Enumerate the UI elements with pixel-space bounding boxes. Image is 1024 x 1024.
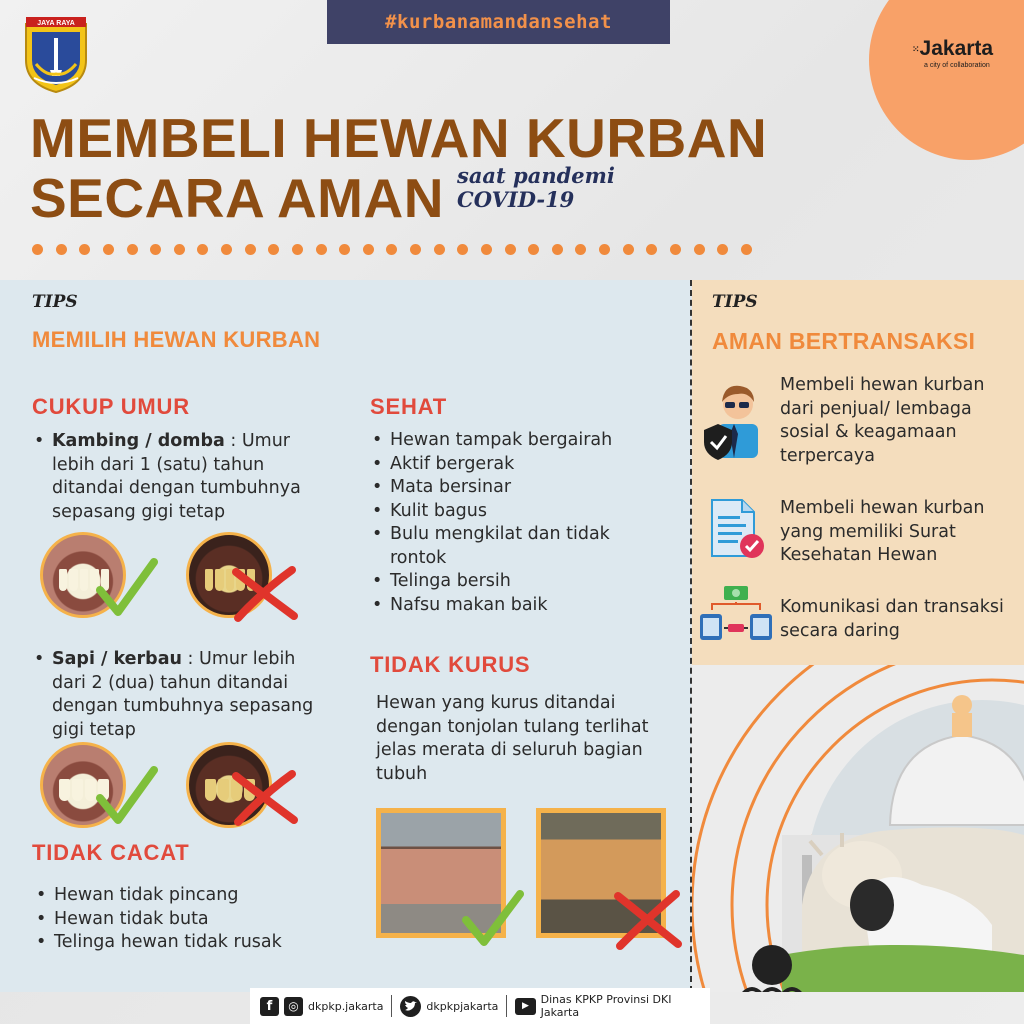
- choose-animal-heading: MEMILIH HEWAN KURBAN: [32, 327, 321, 352]
- twitter-handle: dkpkpjakarta: [426, 999, 499, 1013]
- hashtag-banner: #kurbanamandansehat: [327, 0, 670, 44]
- page-title: [30, 108, 767, 228]
- check-icon: [96, 556, 158, 620]
- list-item: • Bulu mengkilat dan tidak rontok: [370, 523, 650, 570]
- social-handle: dkpkp.jakarta: [308, 999, 384, 1013]
- jakarta-brand-logo: ⁙ Jakarta a city of collaboration: [912, 38, 1017, 84]
- dot-divider: [32, 244, 752, 258]
- footer-separator: [391, 995, 392, 1017]
- tips-label-left: TIPS: [32, 292, 78, 312]
- twitter-icon: [400, 996, 421, 1017]
- cattle-description: : Umur lebih dari 2 (dua) tahun ditandai dengan tumbuhnya sepasang gigi tetap: [52, 649, 314, 740]
- youtube-channel: Dinas KPKP Provinsi DKI Jakarta: [540, 993, 672, 1019]
- youtube-link[interactable]: [515, 993, 700, 1019]
- instagram-icon: ◎: [284, 997, 303, 1016]
- goat-label: Kambing / domba: [52, 431, 225, 451]
- no-defect-list: [34, 884, 334, 955]
- subtitle-line-2: COVID-19: [457, 187, 575, 212]
- check-icon: [462, 888, 524, 948]
- brand-tagline: a city of collaboration: [924, 62, 990, 69]
- youtube-icon: ▶: [515, 998, 535, 1015]
- trusted-seller-icon: [700, 380, 764, 462]
- jakarta-crest-logo: [22, 14, 90, 94]
- section-sehat-title: SEHAT: [370, 394, 447, 419]
- title-line-2: SECARA AMAN: [30, 167, 444, 229]
- crest-text: JAYA RAYA: [37, 20, 75, 27]
- facebook-icon: f: [260, 997, 279, 1016]
- list-item: • Hewan tampak bergairah: [370, 429, 650, 453]
- list-item: • Telinga bersih: [370, 570, 650, 594]
- list-item: • Telinga hewan tidak rusak: [34, 931, 334, 955]
- cattle-age-text: [32, 648, 332, 742]
- goat-age-text: [32, 430, 332, 524]
- cattle-label: Sapi / kerbau: [52, 649, 182, 669]
- social-footer: [250, 988, 710, 1024]
- twitter-link[interactable]: [400, 996, 498, 1017]
- transaction-item-1-text: Membeli hewan kurban dari penjual/ lembaga sosial & keagamaan terpercaya: [780, 375, 985, 466]
- footer-separator: [506, 995, 507, 1017]
- list-item: • Aktif bergerak: [370, 453, 650, 477]
- subtitle-line-1: saat pandemi: [457, 163, 615, 188]
- check-icon: [96, 764, 158, 828]
- safe-transaction-heading: AMAN BERTRANSAKSI: [712, 328, 976, 354]
- page-subtitle: [457, 164, 615, 212]
- list-item: • Mata bersinar: [370, 476, 650, 500]
- healthy-list: [370, 429, 650, 617]
- brand-word: Jakarta: [919, 37, 994, 60]
- list-item: • Kulit bagus: [370, 500, 650, 524]
- section-cukup-umur-title: CUKUP UMUR: [32, 394, 190, 419]
- list-item: • Nafsu makan baik: [370, 594, 650, 618]
- title-line-1: MEMBELI HEWAN KURBAN: [30, 107, 768, 169]
- cross-icon: [612, 888, 684, 950]
- cross-icon: [230, 564, 300, 622]
- transaction-item-2-text: Membeli hewan kurban yang memiliki Surat Kesehatan Hewan: [780, 498, 985, 565]
- mosque-cattle-illustration: [692, 665, 1024, 992]
- list-item: • Hewan tidak pincang: [34, 884, 334, 908]
- list-item: • Hewan tidak buta: [34, 908, 334, 932]
- health-certificate-icon: [708, 498, 766, 562]
- section-tidak-kurus-title: TIDAK KURUS: [370, 652, 531, 677]
- transaction-item-3-text: Komunikasi dan transaksi secara daring: [780, 597, 1004, 641]
- tips-label-right: TIPS: [712, 292, 758, 312]
- section-tidak-cacat-title: TIDAK CACAT: [32, 840, 190, 865]
- facebook-instagram-link[interactable]: [260, 997, 383, 1016]
- cross-icon: [230, 768, 300, 826]
- online-transaction-icon: [698, 584, 774, 644]
- not-thin-description: Hewan yang kurus ditandai dengan tonjolan tulang terlihat jelas merata di seluruh bagian tubuh: [376, 693, 649, 784]
- goat-description: : Umur lebih dari 1 (satu) tahun ditandai dengan tumbuhnya sepasang gigi tetap: [52, 431, 301, 522]
